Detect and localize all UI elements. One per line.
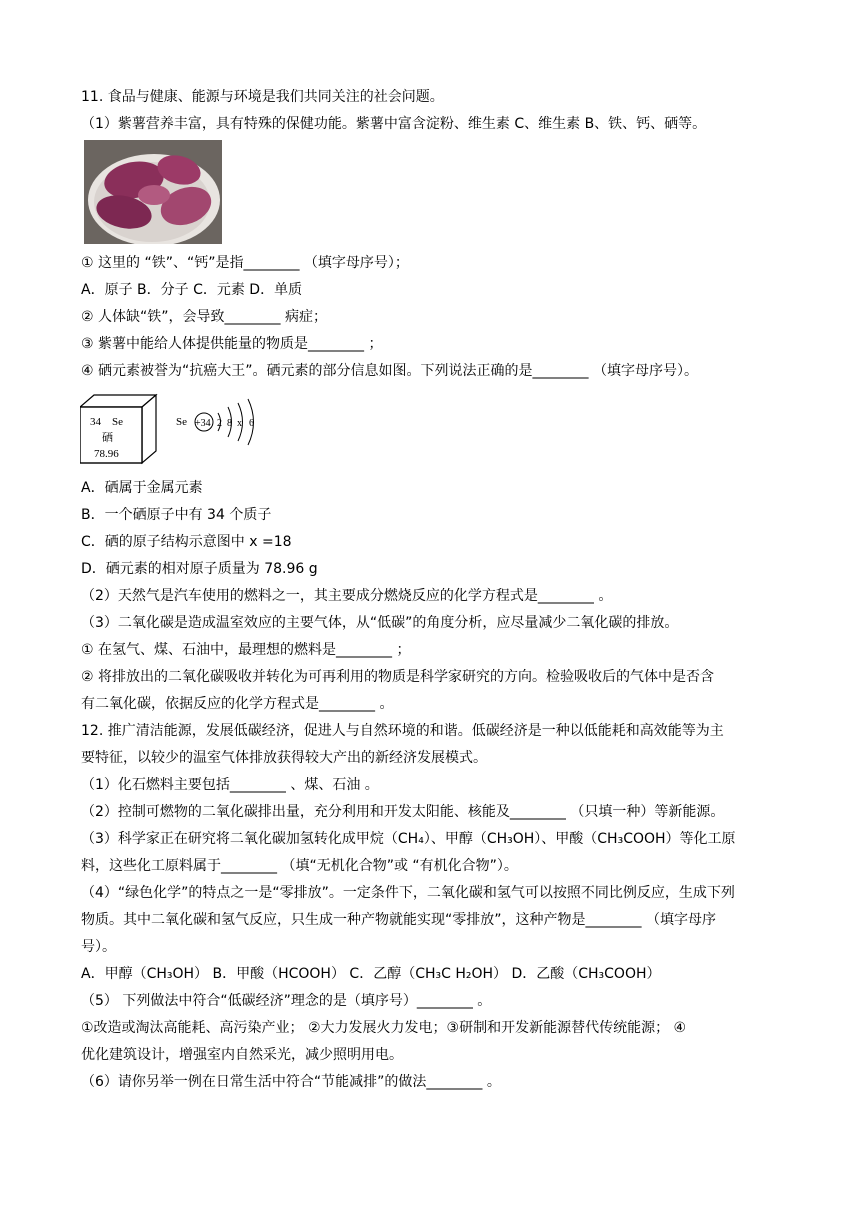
tile-mass: 78.96 [94,448,119,460]
q11-option-a: A．硒属于金属元素 [81,480,203,496]
shell-1: 2 [217,418,222,429]
shell-2: 8 [227,418,232,429]
q11-part-3-item-2-line-2: 有二氧化碳，依据反应的化学方程式是________ 。 [81,696,394,712]
atom-diagram [176,399,254,445]
q12-part-4-options: A．甲醇（CH₃OH） B．甲酸（HCOOH） C．乙醇（CH₃C H₂OH） D．乙酸（CH₃COOH） [81,966,661,982]
q11-option-d: D．硒元素的相对原子质量为 78.96 g [81,561,318,577]
tile-name: 硒 [102,431,113,444]
shell-3: x [237,418,242,429]
selenium-figure [80,393,280,465]
q11-part-1: （1）紫薯营养丰富，具有特殊的保健功能。紫薯中富含淀粉、维生素 C、维生素 B、铁、钙、硒等。 [81,116,707,132]
q12-part-6: （6）请你另举一例在日常生活中符合“节能减排”的做法________ 。 [81,1074,501,1090]
atom-nucleus: +34 [195,418,211,429]
q11-part-3-item-2-line-1: ② 将排放出的二氧化碳吸收并转化为可再利用的物质是科学家研究的方向。检验吸收后的气体中是否含 [81,669,714,685]
tile-symbol: Se [112,416,123,428]
q12-part-5: （5） 下列做法中符合“低碳经济”理念的是（填序号）________ 。 [81,993,492,1009]
tile-number: 34 [90,416,101,428]
q12-part-4-line-1: （4）“绿色化学”的特点之一是“零排放”。一定条件下，二氧化碳和氢气可以按照不同比例反应，生成下列 [81,885,735,901]
q12-part-1: （1）化石燃料主要包括________ 、煤、石油 。 [81,777,379,793]
question-12-stem-line-1: 12. 推广清洁能源，发展低碳经济，促进人与自然环境的和谐。低碳经济是一种以低能耗和高效能等为主 [81,723,724,739]
q11-option-b: B．一个硒原子中有 34 个质子 [81,507,272,523]
q12-part-3-line-2: 料，这些化工原料属于________ （填“无机化合物”或 “有机化合物”）。 [81,858,518,874]
q11-choice-2: ② 人体缺“铁”，会导致________ 病症； [81,309,327,325]
q11-part-3: （3）二氧化碳是造成温室效应的主要气体，从“低碳”的角度分析，应尽量减少二氧化碳的排放。 [81,615,679,631]
q11-choice-1: ① 这里的 “铁”、“钙”是指________ （填字母序号）； [81,255,409,271]
q11-part-3-item-1: ① 在氢气、煤、石油中，最理想的燃料是________ ； [81,642,411,658]
q11-choice-1-options: A．原子 B．分子 C．元素 D．单质 [81,282,303,298]
q12-part-4-line-3: 号）。 [81,939,116,955]
q11-option-c: C．硒的原子结构示意图中 x =18 [81,534,292,550]
question-11-stem: 11. 食品与健康、能源与环境是我们共同关注的社会问题。 [81,89,444,105]
shell-4: 6 [249,418,254,429]
atom-symbol: Se [176,416,187,428]
q11-choice-4: ④ 硒元素被誉为“抗癌大王”。硒元素的部分信息如图。下列说法正确的是________ （填字母序号）。 [81,363,698,379]
q11-choice-3: ③ 紫薯中能给人体提供能量的物质是________ ； [81,336,383,352]
q12-part-2: （2）控制可燃物的二氧化碳排出量，充分利用和开发太阳能、核能及________ （只填一种）等新能源。 [81,804,725,820]
question-12-stem-line-2: 要特征，以较少的温室气体排放获得较大产出的新经济发展模式。 [81,750,487,766]
element-tile [80,395,156,463]
q11-part-2: （2）天然气是汽车使用的燃料之一，其主要成分燃烧反应的化学方程式是________ 。 [81,588,613,604]
q12-part-5-items-line-1: ①改造或淘汰高能耗、高污染产业； ②大力发展火力发电；③研制和开发新能源替代传统能源； ④ [81,1020,687,1036]
q12-part-4-line-2: 物质。其中二氧化碳和氢气反应，只生成一种产物就能实现“零排放”，这种产物是________ （填字母序 [81,912,716,928]
q12-part-3-line-1: （3）科学家正在研究将二氧化碳加氢转化成甲烷（CH₄）、甲醇（CH₃OH）、甲酸（CH₃COOH）等化工原 [81,831,736,847]
q12-part-5-items-line-2: 优化建筑设计，增强室内自然采光，减少照明用电。 [81,1047,403,1063]
purple-sweet-potato-photo [84,140,222,244]
